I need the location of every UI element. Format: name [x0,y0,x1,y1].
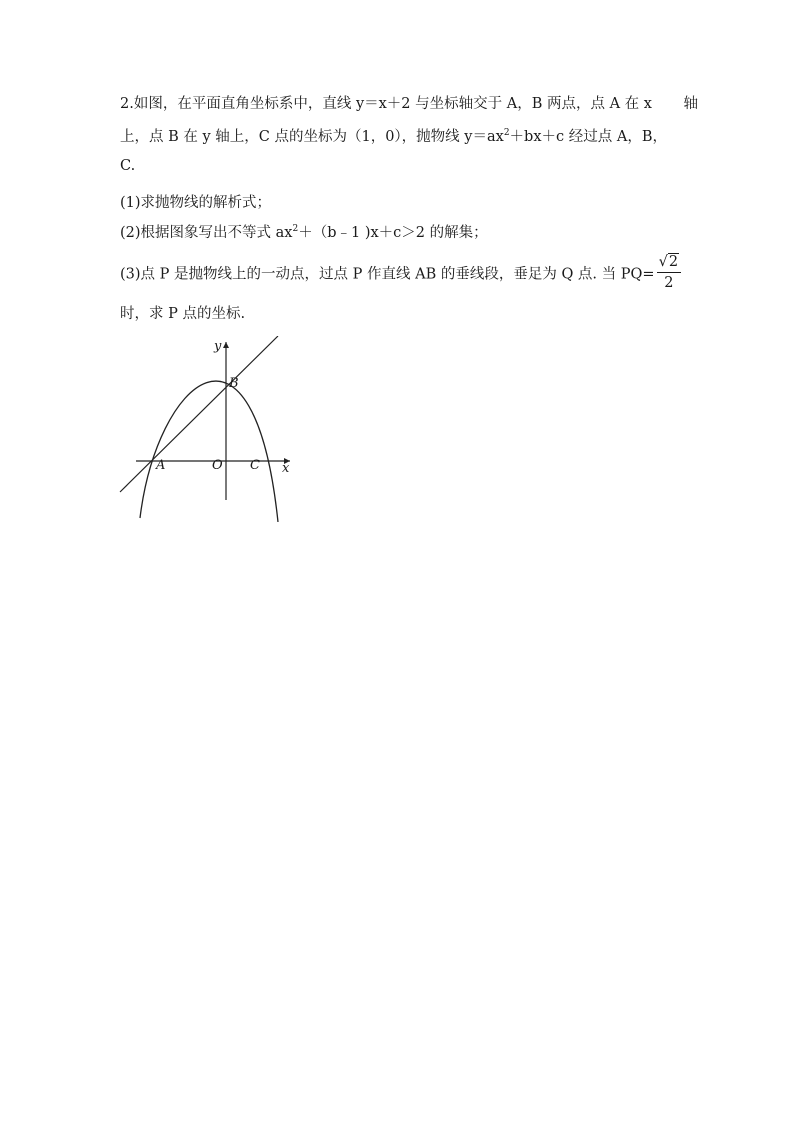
statement-text: ＋bx＋c 经过点 A，B， [509,129,667,145]
question-1: (1)求抛物线的解析式； [120,195,272,211]
problem-statement-line-2 [120,125,667,146]
question-3 [120,254,681,295]
coordinate-figure [118,336,298,522]
question-text: ＋（b﹣1 )x＋c＞2 的解集； [298,225,488,241]
statement-text: 2.如图，在平面直角坐标系中，直线 y＝x＋2 与坐标轴交于 A，B 两点，点 A 在 x [120,96,652,112]
question-3-end: 时，求 P 点的坐标. [120,306,246,322]
fraction-denominator: 2 [664,275,674,291]
question-2 [120,221,488,242]
radicand: 2 [668,254,679,270]
point-c-label: C [250,458,260,473]
exponent: 2 [503,128,510,139]
statement-text: 上，点 B 在 y 轴上，C 点的坐标为（1，0），抛物线 y＝ax [120,129,504,145]
sqrt2-over-2-fraction [657,252,681,293]
problem-statement-line-1 [120,92,698,113]
x-axis-label: x [282,461,290,476]
figure-background [118,336,298,522]
question-text: (2)根据图象写出不等式 ax [120,225,293,241]
exponent: 2 [292,224,299,235]
statement-text-end: 轴 [683,96,698,112]
fraction-numerator [657,252,681,272]
point-a-label: A [156,458,166,473]
point-b-label: B [229,376,239,391]
sqrt-icon: √ [658,254,668,270]
y-axis-label: y [214,339,222,354]
origin-label: O [212,458,223,473]
question-text: (3)点 P 是抛物线上的一动点，过点 P 作直线 AB 的垂线段，垂足为 Q 点. 当 PQ= [120,266,655,283]
problem-statement-line-3: C. [120,158,136,174]
